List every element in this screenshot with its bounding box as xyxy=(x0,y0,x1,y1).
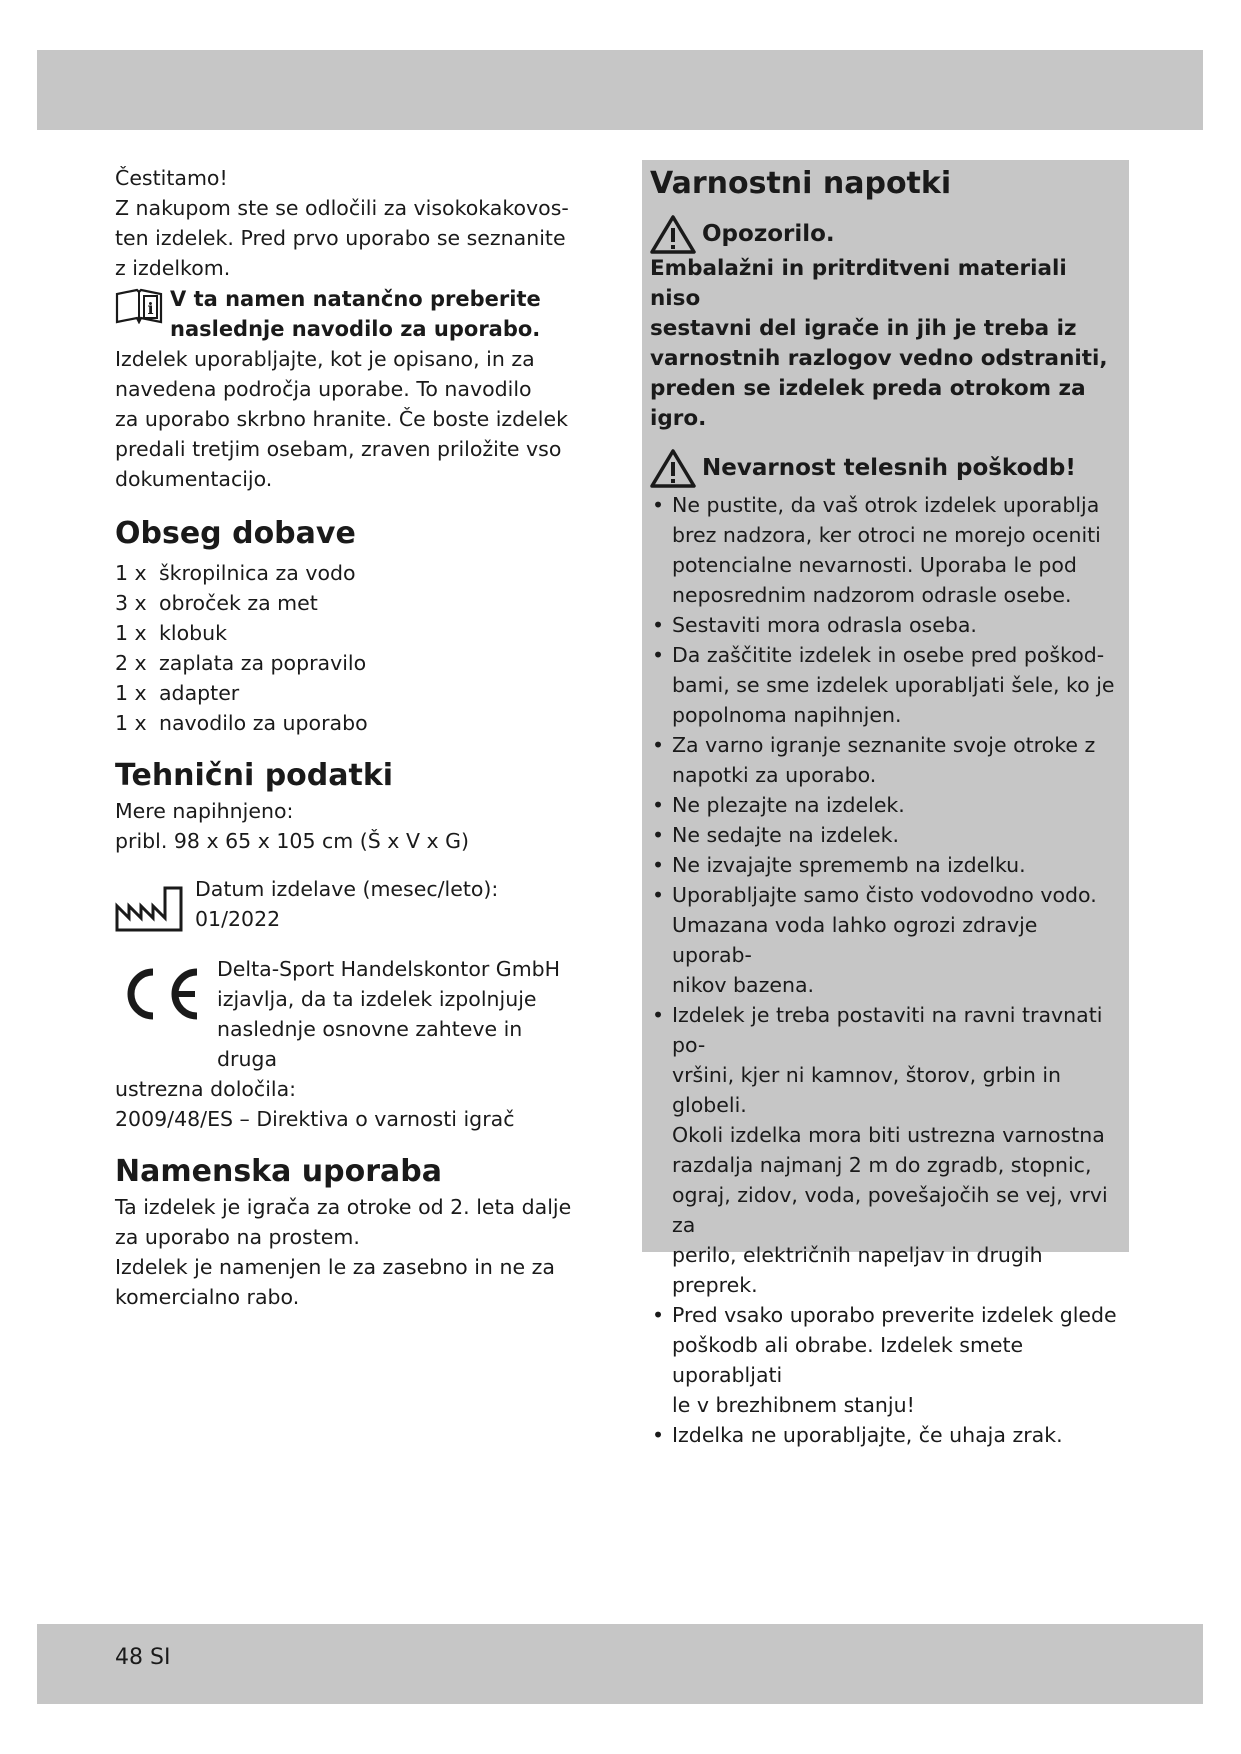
warning-line: sestavni del igrače in jih je treba iz xyxy=(650,316,1077,341)
tech-line: Mere napihnjeno: xyxy=(115,799,294,823)
list-item: • Ne izvajajte sprememb na izdelku. xyxy=(650,850,1123,880)
left-column xyxy=(115,163,585,1312)
body-line: dokumentacijo. xyxy=(115,467,273,491)
usage-line: Izdelek je namenjen le za zasebno in ne za xyxy=(115,1255,555,1279)
usage-line: za uporabo na prostem. xyxy=(115,1225,360,1249)
ce-line: naslednje osnovne zahteve in druga xyxy=(217,1017,523,1071)
list-item: 1 x klobuk xyxy=(115,621,227,645)
list-item: • Izdelka ne uporabljajte, če uhaja zrak. xyxy=(650,1420,1123,1450)
list-item: • Da zaščitite izdelek in osebe pred poškod- bami, se sme izdelek uporabljati šele, ko je popolnoma napihnjen. xyxy=(650,640,1123,730)
list-item: • Sestaviti mora odrasla oseba. xyxy=(650,610,1123,640)
list-item: • Ne pustite, da vaš otrok izdelek uporablja brez nadzora, ker otroci ne morejo oceniti potencialne nevarnosti. Uporaba le pod neposrednim nadzorom odrasle osebe. xyxy=(650,490,1123,610)
scope-heading: Obseg dobave xyxy=(115,516,356,551)
list-item: • Ne plezajte na izdelek. xyxy=(650,790,1123,820)
greeting: Čestitamo! xyxy=(115,166,228,190)
usage-line: Ta izdelek je igrača za otroke od 2. leta dalje xyxy=(115,1195,572,1219)
ce-line: izjavlja, da ta izdelek izpolnjuje xyxy=(217,987,537,1011)
intro-line: z izdelkom. xyxy=(115,256,231,280)
tech-line: pribl. 98 x 65 x 105 cm (Š x V x G) xyxy=(115,829,470,853)
scope-list xyxy=(115,558,585,738)
tech-heading: Tehnični podatki xyxy=(115,758,394,793)
safety-panel xyxy=(642,160,1129,1447)
manufacture-line: 01/2022 xyxy=(195,907,281,931)
warning-line: igro. xyxy=(650,406,707,431)
safety-bullets xyxy=(650,490,1123,1450)
header-band xyxy=(37,50,1203,130)
list-item: • Uporabljajte samo čisto vodovodno vodo. Umazana voda lahko ogrozi zdravje uporab- nikov bazena. xyxy=(650,880,1123,1000)
manual-book-icon xyxy=(115,288,163,324)
list-item: 1 x navodilo za uporabo xyxy=(115,711,368,735)
list-item: • Pred vsako uporabo preverite izdelek glede poškodb ali obrabe. Izdelek smete uporabljati le v brezhibnem stanju! xyxy=(650,1300,1123,1420)
warning-triangle-icon xyxy=(650,448,696,488)
manufacture-date xyxy=(115,874,585,934)
ce-line: Delta-Sport Handelskontor GmbH xyxy=(217,957,561,981)
footer-band xyxy=(37,1624,1203,1704)
body-line: Izdelek uporabljajte, kot je opisano, in za xyxy=(115,347,535,371)
intro-line: Z nakupom ste se odločili za visokokakovos- xyxy=(115,196,569,220)
ce-declaration xyxy=(115,954,585,1134)
factory-icon xyxy=(115,884,185,932)
warning-heading: Opozorilo. xyxy=(650,214,1123,254)
list-item: • Izdelek je treba postaviti na ravni travnati po- vršini, kjer ni kamnov, štorov, grbin in globeli. Okoli izdelka mora biti ustrezna varnostna razdalja najmanj 2 m do zgradb, stopnic, ograj, zidov, voda, povešajočih se vej, vrvi za perilo, električnih napeljav in drugih preprek. xyxy=(650,1000,1123,1300)
notice-line: V ta namen natančno preberite xyxy=(170,287,541,311)
ce-mark-icon xyxy=(115,964,205,1024)
list-item: 2 x zaplata za popravilo xyxy=(115,651,367,675)
injury-warning-heading: Nevarnost telesnih poškodb! xyxy=(650,448,1123,488)
page-number: 48 SI xyxy=(115,1645,171,1670)
usage-heading: Namenska uporaba xyxy=(115,1154,443,1189)
notice-line: naslednje navodilo za uporabo. xyxy=(170,317,541,341)
read-manual-notice xyxy=(115,284,585,344)
warning-triangle-icon xyxy=(650,214,696,254)
warning-line: varnostnih razlogov vedno odstraniti, xyxy=(650,346,1108,371)
list-item: 3 x obroček za met xyxy=(115,591,318,615)
intro-line: ten izdelek. Pred prvo uporabo se seznanite xyxy=(115,226,566,250)
warning-line: Embalažni in pritrditveni materiali niso xyxy=(650,256,1067,311)
list-item: 1 x adapter xyxy=(115,681,240,705)
usage-line: komercialno rabo. xyxy=(115,1285,300,1309)
warning-line: preden se izdelek preda otrokom za xyxy=(650,376,1086,401)
list-item: • Ne sedajte na izdelek. xyxy=(650,820,1123,850)
safety-title: Varnostni napotki xyxy=(650,166,952,201)
body-line: navedena področja uporabe. To navodilo xyxy=(115,377,532,401)
manufacture-line: Datum izdelave (mesec/leto): xyxy=(195,877,499,901)
body-line: za uporabo skrbno hranite. Če boste izdelek xyxy=(115,407,568,431)
ce-line: 2009/48/ES – Direktiva o varnosti igrač xyxy=(115,1107,515,1131)
list-item: 1 x škropilnica za vodo xyxy=(115,561,356,585)
ce-line: ustrezna določila: xyxy=(115,1077,297,1101)
svg-text:i: i xyxy=(147,299,154,318)
body-line: predali tretjim osebam, zraven priložite vso xyxy=(115,437,562,461)
list-item: • Za varno igranje seznanite svoje otroke z napotki za uporabo. xyxy=(650,730,1123,790)
